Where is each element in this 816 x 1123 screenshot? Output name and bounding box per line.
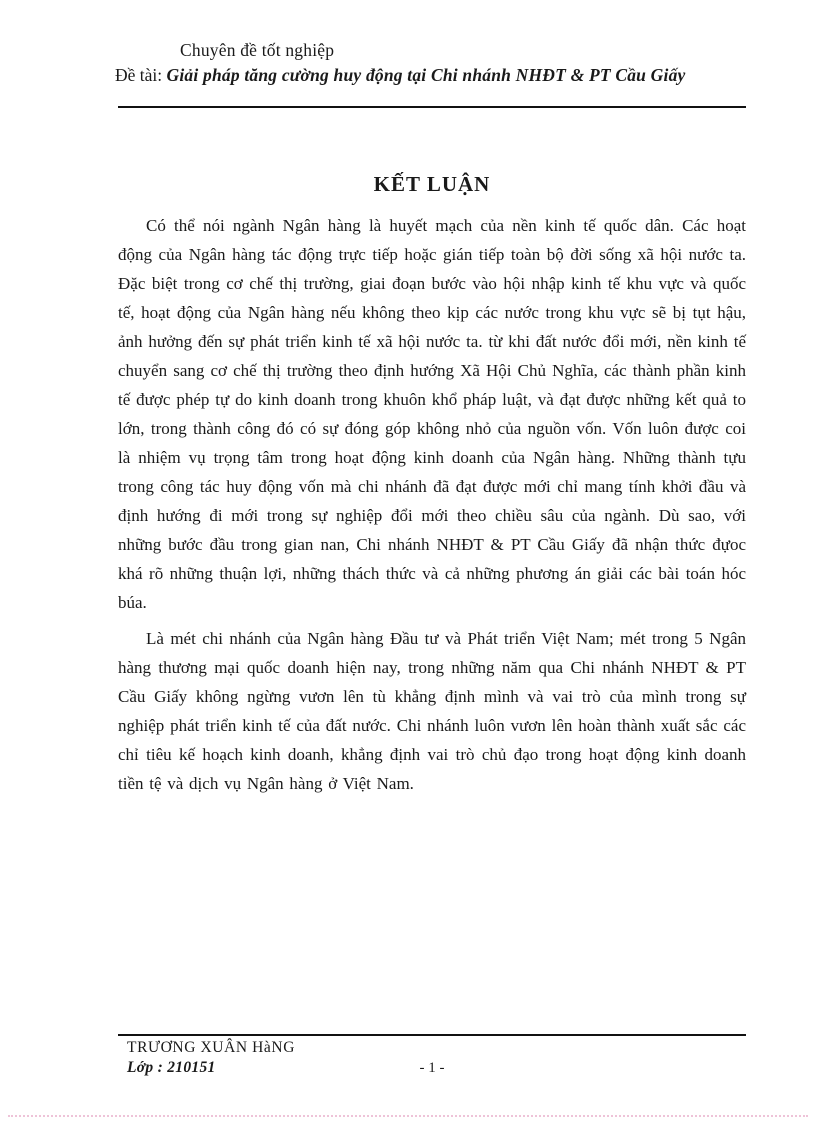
page-title: KẾT LUẬN: [373, 172, 491, 196]
conclusion-paragraph-1: Có thể nói ngành Ngân hàng là huyết mạch của nền kinh tế quốc dân. Các hoạt động của Ngân hàng tác động trực tiếp hoặc gián tiếp toàn bộ đời sống xã hội nước ta. Đặc biệt trong cơ chế thị trường, giai đoạn bước vào hội nhập kinh tế khu vực và quốc tế, hoạt động của Ngân hàng nếu không theo kịp các nước trong khu vực sẽ bị tụt hậu, ảnh hưởng đến sự phát triển kinh tế xã hội nước ta. từ khi đất nước đổi mới, nền kinh tế chuyển sang cơ chế thị trường theo định hướng Xã Hội Chủ Nghĩa, các thành phần kinh tế được phép tự do kinh doanh trong khuôn khổ pháp luật, và đạt được những kết quả to lớn, trong thành công đó có sự đóng góp không nhỏ của nguồn vốn. Vốn luôn được coi là nhiệm vụ trọng tâm trong hoạt động kinh doanh của Ngân hàng. Những thành tựu trong công tác huy động vốn mà chi nhánh đã đạt được mới chỉ mang tính khởi đầu và định hướng đi mới trong sự nghiệp đổi mới theo chiều sâu của ngành. Dù sao, với những bước đầu trong gian nan, Chi nhánh NHĐT & PT Cầu Giấy đã nhận thức đựoc khá rõ những thuận lợi, những thách thức và cả những phương án giải các bài toán hóc búa.: [118, 216, 746, 612]
page-number: - 1 -: [419, 1060, 445, 1076]
topic-prefix-label: Đề tài:: [115, 65, 167, 85]
header-course-label: Chuyên đề tốt nghiệp: [180, 40, 335, 60]
header-topic-line: [115, 65, 685, 86]
footer-author-name: TRƯƠNG XUÂN HàNG: [127, 1039, 295, 1056]
topic-title-text: Giải pháp tăng cường huy động tại Chi nhánh NHĐT & PT Cầu Giấy: [166, 65, 686, 85]
conclusion-paragraph-2: Là mét chi nhánh của Ngân hàng Đầu tư và Phát triển Việt Nam; mét trong 5 Ngân hàng thương mại quốc doanh hiện nay, trong những năm qua Chi nhánh NHĐT & PT Cầu Giấy không ngừng vươn lên tù khẳng định mình và vai trò của mình trong sự nghiệp phát triển kinh tế của đất nước. Chi nhánh luôn vươn lên hoàn thành xuất sắc các chỉ tiêu kế hoạch kinh doanh, khẳng định vai trò chủ đạo trong hoạt động kinh doanh tiền tệ và dịch vụ Ngân hàng ở Việt Nam.: [118, 629, 746, 793]
header-divider-line: [118, 106, 746, 108]
footer-class-label: Lớp : 210151: [127, 1059, 216, 1076]
footer-divider-line: [118, 1034, 746, 1036]
document-body: [118, 211, 746, 798]
page-bottom-boundary-line: [8, 1115, 808, 1117]
